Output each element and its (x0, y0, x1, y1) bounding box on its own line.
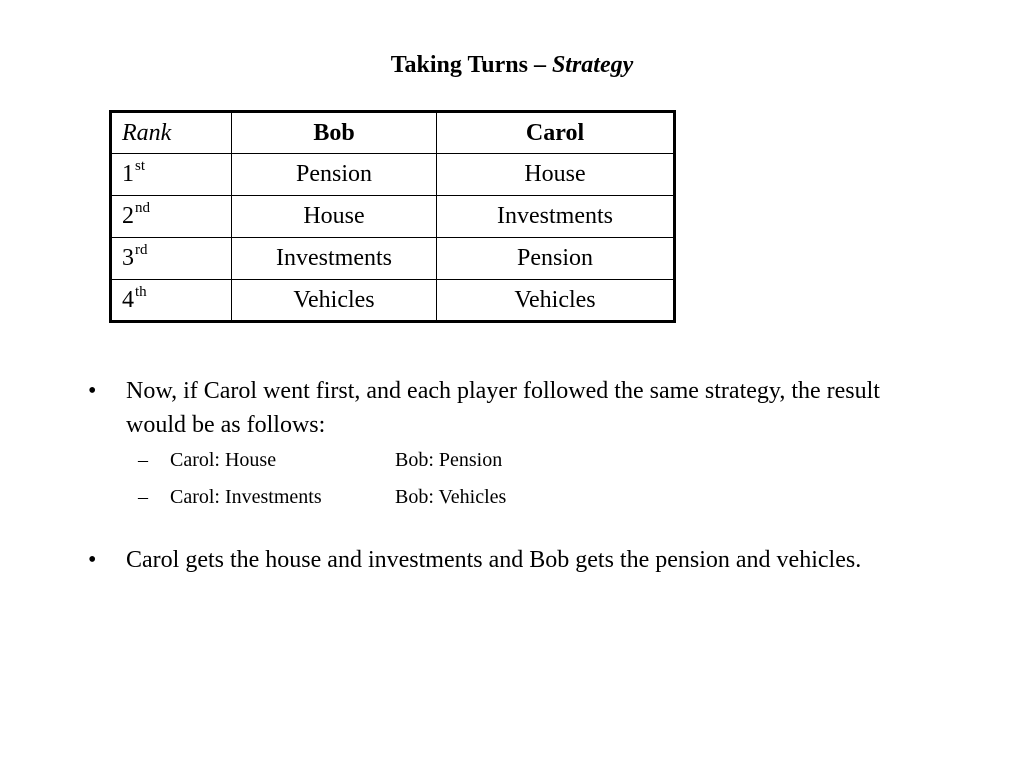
sub-bullet-carol: Carol: House (170, 449, 277, 471)
table-row (111, 280, 675, 322)
rank-number: 4 (122, 286, 134, 313)
sub-bullet-carol: Carol: Investments (170, 486, 322, 508)
carol-cell: Pension (437, 238, 675, 280)
bullet-marker: • (88, 547, 97, 573)
rank-cell (111, 238, 232, 280)
rank-cell (111, 196, 232, 238)
header-rank: Rank (111, 112, 232, 154)
bullet-marker: • (88, 378, 97, 404)
sub-bullet-item (88, 442, 928, 479)
rank-suffix: st (135, 158, 146, 174)
bullet-text: Now, if Carol went first, and each player followed the same strategy, the result would be as follows: (126, 378, 880, 438)
bob-cell: House (232, 196, 437, 238)
carol-cell: Investments (437, 196, 675, 238)
carol-cell: Vehicles (437, 280, 675, 322)
bob-cell: Pension (232, 154, 437, 196)
table-header-row (111, 112, 675, 154)
rank-number: 1 (122, 161, 134, 187)
bob-cell: Investments (232, 238, 437, 280)
sub-bullet-marker: – (138, 449, 148, 471)
rank-cell (111, 280, 232, 322)
header-carol: Carol (437, 112, 675, 154)
rank-suffix: th (135, 283, 147, 300)
table-row (111, 196, 675, 238)
bullet-text: Carol gets the house and investments and Bob gets the pension and vehicles. (126, 547, 862, 573)
bullet-item (88, 374, 928, 442)
rank-suffix: rd (135, 242, 148, 258)
bullet-list (88, 374, 928, 577)
title-main: Taking Turns – (390, 52, 552, 78)
sub-bullet-bob: Bob: Pension (395, 449, 503, 471)
rank-suffix: nd (135, 200, 150, 216)
table-row (111, 238, 675, 280)
rank-number: 2 (122, 203, 134, 229)
spacer (88, 516, 928, 543)
sub-bullet-marker: – (138, 486, 148, 508)
sub-bullet-item (88, 479, 928, 516)
header-bob: Bob (232, 112, 437, 154)
table-row (111, 154, 675, 196)
ranking-table (109, 110, 676, 323)
carol-cell: House (437, 154, 675, 196)
slide-title (0, 50, 1024, 80)
bullet-item (88, 543, 928, 577)
title-italic: Strategy (551, 52, 634, 78)
bob-cell: Vehicles (232, 280, 437, 322)
rank-cell (111, 154, 232, 196)
sub-bullet-bob: Bob: Vehicles (395, 486, 507, 508)
rank-number: 3 (122, 245, 134, 271)
